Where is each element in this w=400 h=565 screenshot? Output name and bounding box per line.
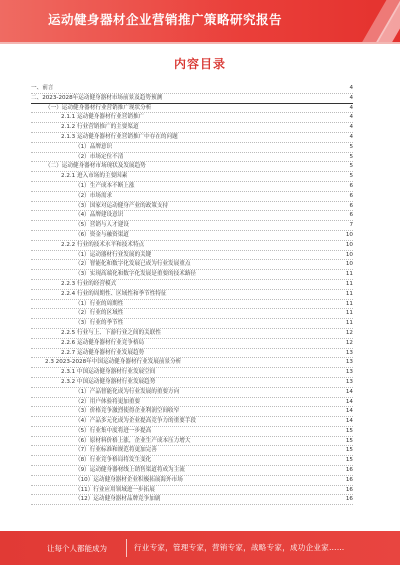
toc-entry[interactable] (31, 231, 353, 241)
toc-entry-page: 13 (345, 378, 353, 385)
toc-entry-text: 2.1.1 运动健身器材行业营销推广 (61, 114, 145, 121)
toc-entry-text: 2.2.1 进入市场的主要因素 (61, 173, 128, 180)
toc-entry[interactable] (31, 495, 353, 505)
toc-entry[interactable] (31, 260, 353, 270)
toc-entry-page: 16 (345, 486, 353, 493)
toc-entry-page: 6 (349, 192, 353, 199)
toc-entry-page: 4 (349, 124, 353, 131)
toc-entry[interactable] (31, 241, 353, 251)
toc-entry-page: 4 (349, 94, 353, 101)
toc-entry[interactable] (31, 172, 353, 182)
toc-entry-text: （2）市场定位不清 (75, 153, 124, 160)
toc-entry[interactable] (31, 339, 353, 349)
toc-entry-text: （6）原材料价格上涨，企业生产成本压力增大 (75, 437, 191, 444)
report-title: 运动健身器材企业营销推广策略研究报告 (48, 12, 283, 27)
toc-entry-text: （1）品牌意识 (75, 143, 113, 150)
toc-entry-text: 2.3.2 中国运动健身器材行业发展趋势 (61, 378, 156, 385)
toc-entry[interactable] (31, 329, 353, 339)
toc-entry-text: （12）运动健身器材品牌竞争加剧 (75, 496, 161, 503)
toc-entry[interactable] (31, 104, 353, 114)
toc-entry-text: 2.1.2 行业营销推广的主要渠道 (61, 124, 139, 131)
toc-entry-text: （2）用户体验将更加重要 (75, 398, 141, 405)
toc-entry-text: （11）行业应用领域进一步拓展 (75, 486, 155, 493)
toc-entry-text: 2.2.3 行业的经营模式 (61, 280, 117, 287)
toc-entry-page: 16 (345, 467, 353, 474)
toc-entry-page: 10 (345, 231, 353, 238)
toc-entry-page: 15 (345, 437, 353, 444)
toc-entry-page: 4 (349, 133, 353, 140)
toc-entry[interactable] (31, 407, 353, 417)
toc-entry-text: （2）智能化和数字化发展已成为行业发展重点 (75, 261, 191, 268)
toc-entry[interactable] (31, 476, 353, 486)
toc-entry[interactable] (31, 270, 353, 280)
footer-banner (0, 531, 400, 565)
toc-entry-page: 5 (349, 163, 353, 170)
toc-entry[interactable] (31, 162, 353, 172)
toc-entry-page: 11 (345, 280, 353, 287)
toc-entry-page: 13 (345, 369, 353, 376)
toc-entry[interactable] (31, 466, 353, 476)
toc-entry-text: 2.2.7 运动健身器材行业发展趋势 (61, 349, 145, 356)
toc-entry-text: （3）国家对运动健身产业的政策支持 (75, 202, 169, 209)
toc-entry-page: 10 (345, 251, 353, 258)
toc-entry-text: 2.2.4 行业的周期性、区域性和季节性特征 (61, 290, 167, 297)
toc-heading: 内容目录 (173, 57, 226, 71)
toc-entry[interactable] (31, 280, 353, 290)
toc-entry-page: 15 (345, 427, 353, 434)
toc-entry-text: （3）实现高端化和数字化发展是重要的技术路径 (75, 271, 197, 278)
toc-entry[interactable] (31, 417, 353, 427)
toc-entry-text: （6）资金与融资渠道 (75, 231, 129, 238)
toc-entry-text: 2.1.3 运动健身器材行业营销推广中存在的问题 (61, 133, 178, 140)
toc-entry-text: （5）营销与人才建设 (75, 222, 129, 229)
toc-entry[interactable] (31, 437, 353, 447)
toc-entry-text: （2）市场需求 (75, 192, 113, 199)
toc-entry[interactable] (31, 143, 353, 153)
toc-entry[interactable] (31, 378, 353, 388)
toc-entry-text: （1）行业的周期性 (75, 300, 124, 307)
toc-entry[interactable] (31, 211, 353, 221)
toc-entry-page: 14 (345, 398, 353, 405)
toc-entry[interactable] (31, 486, 353, 496)
toc-entry-page: 11 (345, 320, 353, 327)
toc-entry[interactable] (31, 300, 353, 310)
toc-entry[interactable] (31, 398, 353, 408)
toc-entry-page: 15 (345, 457, 353, 464)
toc-entry-page: 5 (349, 143, 353, 150)
toc-entry-text: 2.2.5 行业与上、下游行业之间的关联性 (61, 329, 161, 336)
toc-entry-page: 4 (349, 104, 353, 111)
toc-entry-text: （3）行业的季节性 (75, 320, 124, 327)
toc-entry[interactable] (31, 94, 353, 104)
toc-entry[interactable] (31, 221, 353, 231)
toc-entry-text: （4）产品多元化成为企业提高竞争力的重要手段 (75, 418, 197, 425)
toc-entry[interactable] (31, 319, 353, 329)
toc-entry-page: 4 (349, 114, 353, 121)
toc-entry-text: （1）生产成本不断上涨 (75, 182, 135, 189)
toc-entry-page: 16 (345, 476, 353, 483)
toc-entry-text: （1）产品智能化成为行业发展的重要方向 (75, 388, 180, 395)
header-divider (0, 42, 400, 44)
toc-entry[interactable] (31, 202, 353, 212)
toc-entry-page: 13 (345, 359, 353, 366)
toc-entry[interactable] (31, 153, 353, 163)
toc-entry-page: 11 (345, 300, 353, 307)
table-of-contents (31, 84, 353, 505)
toc-entry-text: 2.2.6 运动健身器材行业竞争格局 (61, 339, 145, 346)
toc-entry[interactable] (31, 182, 353, 192)
toc-entry-text: 2.2.2 行业的技术水平和技术特点 (61, 241, 145, 248)
toc-entry-page: 6 (349, 212, 353, 219)
toc-entry-page: 16 (345, 496, 353, 503)
toc-entry[interactable] (31, 349, 353, 359)
toc-entry[interactable] (31, 368, 353, 378)
toc-entry-page: 4 (349, 85, 353, 91)
header-banner (0, 0, 400, 42)
toc-entry-text: （9）运动健身器材线上销售渠道将成为主流 (75, 467, 185, 474)
toc-entry-page: 11 (345, 271, 353, 278)
toc-entry-page: 5 (349, 173, 353, 180)
toc-entry-page: 15 (345, 447, 353, 454)
toc-entry-page: 10 (345, 261, 353, 268)
toc-entry[interactable] (31, 84, 353, 94)
toc-entry[interactable] (31, 309, 353, 319)
toc-entry-page: 11 (345, 290, 353, 297)
toc-entry-page: 11 (345, 310, 353, 317)
toc-entry[interactable] (31, 290, 353, 300)
toc-entry-text: （3）价格竞争激烈使得企业利润空间收窄 (75, 408, 180, 415)
toc-entry-text: 2.3 2023-2028年中国运动健身器材行业发展前景分析 (45, 359, 182, 366)
footer-slogan-right: 行业专家，管理专家，营销专家，战略专家，成功企业家…… (134, 543, 345, 552)
toc-entry[interactable] (31, 446, 353, 456)
toc-entry-page: 10 (345, 241, 353, 248)
toc-entry-text: 一、前言 (31, 85, 54, 91)
toc-entry-text: （1）运动器材行业发展的关键 (75, 251, 152, 258)
toc-entry-page: 6 (349, 182, 353, 189)
toc-entry[interactable] (31, 427, 353, 437)
toc-entry-page: 12 (345, 339, 353, 346)
footer-slogan-left: 让每个人都能成为 (47, 544, 107, 553)
toc-entry[interactable] (31, 358, 353, 368)
toc-entry-text: （一）运动健身器材行业营销推广现状分析 (45, 104, 152, 111)
toc-entry[interactable] (31, 133, 353, 143)
toc-entry-text: （4）品牌建设意识 (75, 212, 124, 219)
toc-entry-page: 14 (345, 388, 353, 395)
toc-entry-text: （2）行业的区域性 (75, 310, 124, 317)
toc-entry-page: 7 (349, 222, 353, 229)
toc-entry-page: 14 (345, 418, 353, 425)
toc-entry-page: 5 (349, 153, 353, 160)
toc-entry-text: 2.3.1 中国运动健身器材行业发展空间 (61, 369, 156, 376)
toc-entry[interactable] (31, 251, 353, 261)
toc-entry[interactable] (31, 456, 353, 466)
toc-entry-page: 6 (349, 202, 353, 209)
toc-entry-page: 12 (345, 329, 353, 336)
toc-entry-page: 13 (345, 349, 353, 356)
toc-entry-text: （10）运动健身器材企业积极拓展海外市场 (75, 476, 183, 483)
toc-entry[interactable] (31, 192, 353, 202)
toc-entry[interactable] (31, 113, 353, 123)
footer-divider (126, 539, 127, 557)
toc-entry-text: 二、2023-2028年运动健身器材市场前景及趋势预测 (31, 94, 163, 101)
toc-entry-text: （5）行业集中度将进一步提高 (75, 427, 152, 434)
toc-entry-text: （二）运动健身器材市场现状及发展趋势 (45, 163, 146, 170)
toc-entry-text: （7）行业标准和规范将更加完善 (75, 447, 157, 454)
toc-entry[interactable] (31, 123, 353, 133)
toc-entry-page: 14 (345, 408, 353, 415)
toc-entry[interactable] (31, 388, 353, 398)
toc-entry-text: （8）行业竞争格局将发生变化 (75, 457, 152, 464)
